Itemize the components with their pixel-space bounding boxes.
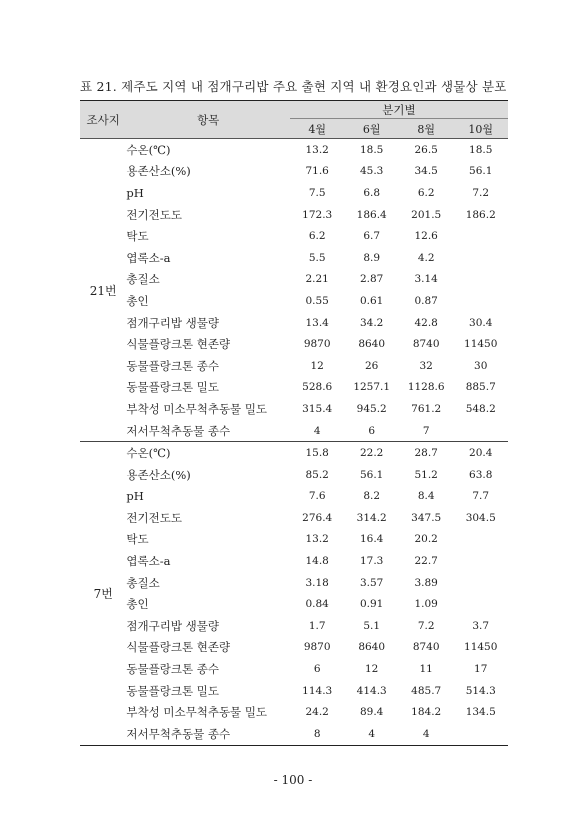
value-cell: 8740: [412, 641, 440, 654]
value-cell: 42.8: [414, 316, 438, 329]
value-cell: 8640: [358, 641, 386, 654]
value-cell: 89.4: [359, 706, 384, 719]
value-cell: 347.5: [411, 511, 442, 524]
value-cell: 22.7: [414, 555, 438, 568]
value-cell: 30.4: [469, 316, 493, 329]
value-cell: 0.84: [305, 598, 329, 611]
value-cell: 485.7: [411, 684, 442, 697]
header-row-1: [80, 101, 508, 119]
value-cell: 17: [474, 663, 488, 676]
value-cell: 304.5: [465, 511, 496, 524]
value-cell: 34.2: [359, 316, 384, 329]
value-cell: 20.4: [469, 447, 493, 460]
table-row: [80, 182, 508, 204]
value-cell: 8.9: [363, 251, 381, 264]
value-cell: 4: [399, 723, 454, 745]
item-label: 전기전도도: [126, 510, 182, 525]
value-cell: 13.2: [305, 533, 329, 546]
environment-biota-table: [80, 100, 508, 746]
item-label: pH: [126, 489, 144, 504]
table-row: [80, 355, 508, 377]
value-cell: 16.4: [359, 533, 384, 546]
table-row: [80, 529, 508, 551]
item-label: 동물플랑크톤 종수: [126, 358, 219, 373]
item-label: 탁도: [126, 229, 149, 244]
value-cell: 11: [419, 663, 433, 676]
item-label: 총질소: [126, 272, 160, 287]
table-row: [80, 723, 508, 745]
value-cell: 26: [365, 359, 379, 372]
value-cell: 6.2: [308, 230, 326, 243]
item-label: 동물플랑크톤 밀도: [126, 380, 219, 395]
value-cell: 514.3: [465, 684, 496, 697]
value-cell: 18.5: [359, 143, 384, 156]
value-cell: 56.1: [469, 165, 493, 178]
value-cell: [453, 723, 508, 745]
table-row: [80, 204, 508, 226]
value-cell: 3.57: [359, 576, 384, 589]
value-cell: 14.8: [305, 555, 329, 568]
header-item: 항목: [126, 101, 290, 139]
value-cell: 18.5: [469, 143, 493, 156]
value-cell: 8.2: [363, 490, 381, 503]
table-row: [80, 464, 508, 486]
site-name: 21번: [80, 139, 126, 442]
value-cell: 7.2: [417, 619, 435, 632]
value-cell: 32: [419, 359, 433, 372]
value-cell: 28.7: [414, 447, 438, 460]
value-cell: [453, 269, 508, 291]
table-row: [80, 615, 508, 637]
item-label: pH: [126, 185, 144, 200]
header-quarter-jun: 6월: [344, 119, 399, 139]
table-row: [80, 680, 508, 702]
value-cell: 24.2: [305, 706, 329, 719]
value-cell: 6: [313, 663, 321, 676]
header-quarter-aug: 8월: [399, 119, 454, 139]
value-cell: 11450: [464, 641, 498, 654]
table-row: [80, 593, 508, 615]
value-cell: 1.7: [308, 619, 326, 632]
item-label: 용존산소(%): [126, 467, 191, 482]
value-cell: 5.1: [363, 619, 381, 632]
header-quarter-oct: 10월: [453, 119, 508, 139]
value-cell: [453, 529, 508, 551]
value-cell: 56.1: [359, 468, 384, 481]
value-cell: 184.2: [411, 706, 442, 719]
value-cell: [453, 247, 508, 269]
value-cell: 22.2: [359, 447, 384, 460]
value-cell: 8740: [412, 338, 440, 351]
table-row: [80, 161, 508, 183]
table-row: [80, 269, 508, 291]
value-cell: 85.2: [305, 468, 329, 481]
value-cell: 6.2: [417, 186, 435, 199]
value-cell: 4: [344, 723, 399, 745]
item-label: 저서무척추동물 종수: [126, 723, 290, 745]
value-cell: 528.6: [302, 381, 333, 394]
value-cell: 4: [290, 420, 345, 442]
item-label: 동물플랑크톤 종수: [126, 662, 219, 677]
value-cell: 945.2: [356, 402, 387, 415]
value-cell: 11450: [464, 338, 498, 351]
value-cell: 761.2: [411, 402, 442, 415]
value-cell: [453, 593, 508, 615]
item-label: 수온(℃): [126, 142, 171, 157]
item-label: 총인: [126, 597, 149, 612]
value-cell: 201.5: [411, 208, 442, 221]
item-label: 엽록소-a: [126, 554, 171, 569]
item-label: 총질소: [126, 575, 160, 590]
table-row: [80, 225, 508, 247]
item-label: 점개구리밥 생물량: [126, 315, 219, 330]
value-cell: 8640: [358, 338, 386, 351]
value-cell: 8.4: [417, 490, 435, 503]
table-row: [80, 442, 508, 464]
value-cell: 63.8: [469, 468, 493, 481]
table-caption: 표 21. 제주도 지역 내 점개구리밥 주요 출현 지역 내 환경요인과 생물상 분포: [80, 79, 507, 94]
value-cell: 0.87: [414, 294, 438, 307]
value-cell: 17.3: [359, 555, 384, 568]
value-cell: 4.2: [417, 251, 435, 264]
value-cell: 15.8: [305, 447, 329, 460]
page-number: - 100 -: [273, 773, 313, 787]
item-label: 저서무척추동물 종수: [126, 420, 290, 442]
value-cell: 548.2: [465, 402, 496, 415]
value-cell: 34.5: [414, 165, 438, 178]
value-cell: 186.2: [465, 208, 496, 221]
value-cell: [453, 225, 508, 247]
value-cell: 0.55: [305, 294, 329, 307]
value-cell: [453, 550, 508, 572]
value-cell: 26.5: [414, 143, 438, 156]
value-cell: 6.7: [363, 230, 381, 243]
value-cell: 12.6: [414, 230, 438, 243]
item-label: 엽록소-a: [126, 250, 171, 265]
table-row: [80, 658, 508, 680]
item-label: 용존산소(%): [126, 164, 191, 179]
value-cell: 315.4: [302, 402, 333, 415]
value-cell: 7.2: [472, 186, 490, 199]
table-body: [80, 139, 508, 746]
table-row: [80, 377, 508, 399]
table-row: [80, 420, 508, 442]
value-cell: 414.3: [356, 684, 387, 697]
table-row: [80, 247, 508, 269]
table-row: [80, 290, 508, 312]
value-cell: 1128.6: [407, 381, 445, 394]
table-row: [80, 139, 508, 161]
value-cell: 7.6: [308, 490, 326, 503]
value-cell: [453, 290, 508, 312]
value-cell: 1257.1: [353, 381, 391, 394]
value-cell: 0.91: [359, 598, 384, 611]
item-label: 부착성 미소무척추동물 밀도: [126, 401, 268, 416]
value-cell: 314.2: [356, 511, 387, 524]
value-cell: 45.3: [359, 165, 384, 178]
value-cell: 30: [474, 359, 488, 372]
value-cell: 7: [399, 420, 454, 442]
value-cell: 9870: [303, 338, 331, 351]
value-cell: 2.21: [305, 273, 329, 286]
value-cell: 2.87: [359, 273, 384, 286]
value-cell: 1.09: [414, 598, 438, 611]
table-row: [80, 333, 508, 355]
value-cell: 8: [290, 723, 345, 745]
table-row: [80, 507, 508, 529]
table-row: [80, 312, 508, 334]
value-cell: 12: [310, 359, 324, 372]
value-cell: 71.6: [305, 165, 329, 178]
value-cell: 6.8: [363, 186, 381, 199]
value-cell: 6: [344, 420, 399, 442]
value-cell: 20.2: [414, 533, 438, 546]
table-row: [80, 550, 508, 572]
value-cell: [453, 420, 508, 442]
header-site: 조사지: [80, 101, 126, 139]
value-cell: 0.61: [359, 294, 384, 307]
value-cell: 7.7: [472, 490, 490, 503]
value-cell: 9870: [303, 641, 331, 654]
table-row: [80, 486, 508, 508]
item-label: 수온(℃): [126, 446, 171, 461]
item-label: 점개구리밥 생물량: [126, 618, 219, 633]
item-label: 식물플랑크톤 현존량: [126, 337, 231, 352]
value-cell: 12: [365, 663, 379, 676]
item-label: 식물플랑크톤 현존량: [126, 640, 231, 655]
value-cell: 276.4: [302, 511, 333, 524]
value-cell: 134.5: [465, 706, 496, 719]
item-label: 탁도: [126, 532, 149, 547]
header-quarter-apr: 4월: [290, 119, 345, 139]
value-cell: 51.2: [414, 468, 438, 481]
item-label: 총인: [126, 293, 149, 308]
value-cell: 3.89: [414, 576, 438, 589]
item-label: 동물플랑크톤 밀도: [126, 683, 219, 698]
table-row: [80, 572, 508, 594]
table-row: [80, 398, 508, 420]
value-cell: 3.18: [305, 576, 329, 589]
table-row: [80, 701, 508, 723]
value-cell: 3.14: [414, 273, 438, 286]
value-cell: 5.5: [308, 251, 326, 264]
value-cell: 13.2: [305, 143, 329, 156]
value-cell: 114.3: [302, 684, 333, 697]
table-row: [80, 637, 508, 659]
value-cell: 885.7: [465, 381, 496, 394]
site-name: 7번: [80, 442, 126, 745]
value-cell: 3.7: [472, 619, 490, 632]
item-label: 전기전도도: [126, 207, 182, 222]
header-quarter-group: 분기별: [290, 101, 508, 119]
value-cell: [453, 572, 508, 594]
value-cell: 172.3: [302, 208, 333, 221]
item-label: 부착성 미소무척추동물 밀도: [126, 705, 268, 720]
value-cell: 186.4: [356, 208, 387, 221]
value-cell: 7.5: [308, 186, 326, 199]
value-cell: 13.4: [305, 316, 329, 329]
